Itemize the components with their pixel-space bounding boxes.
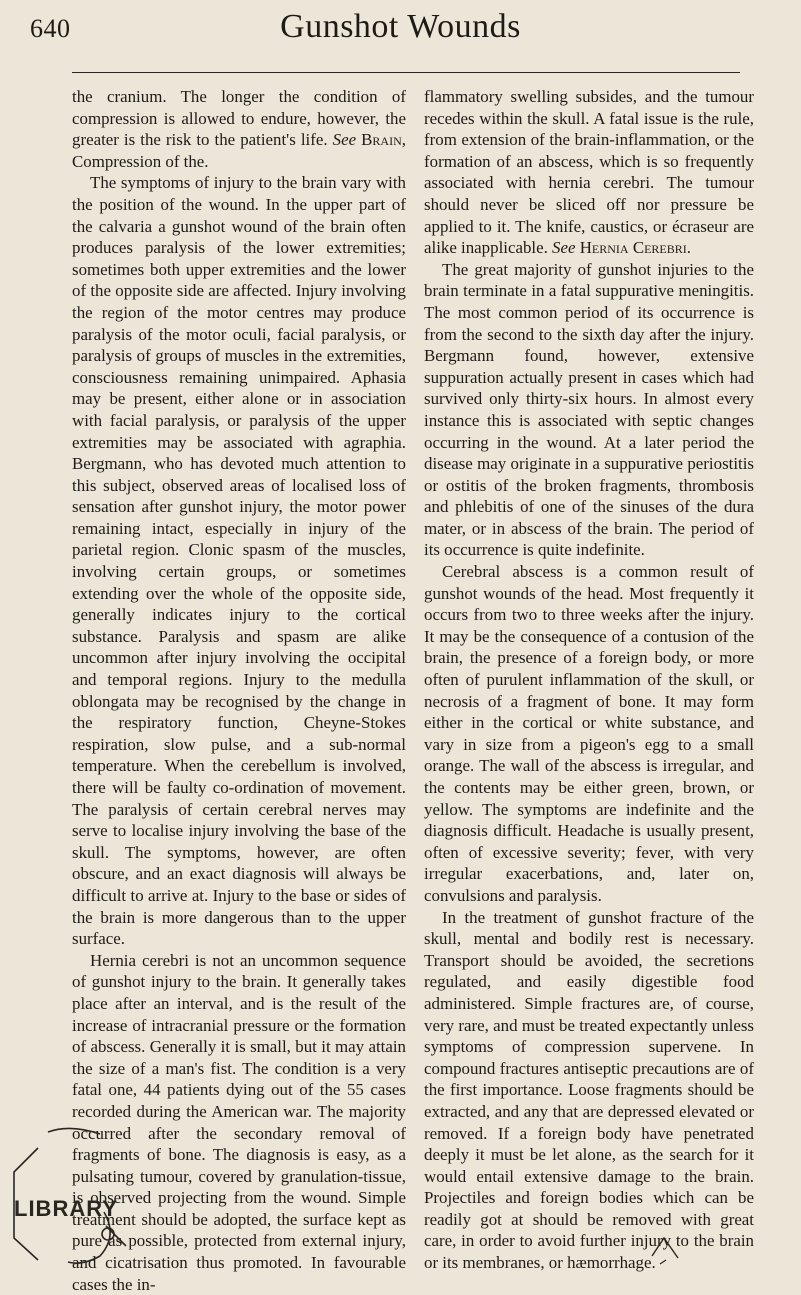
cross-reference: Brain	[361, 130, 402, 150]
ink-mark-icon	[650, 1234, 680, 1268]
paragraph	[424, 86, 754, 259]
paragraph: Hernia cerebri is not an uncommon sequence of gunshot injury to the brain. It generally takes place after an interval, and is the result of the increase of intracranial pressure or the formation of abscess. Generally it is small, but it may attain the size of a man's fist. The condition is a very fatal one, 44 patients dying out of the 55 cases recorded during the American war. The majority occurred after the secondary removal of fragments of bone. The diagnosis is easy, as a pulsating tumour, covered by granulation-tissue, is observed projecting from the wound. Simple treatment should be adopted, the surface kept as pure as possible, protected from external injury, and cicatrisation thus promoted. In favourable cases the in-	[72, 950, 406, 1294]
cross-reference-rest: .	[686, 238, 691, 258]
cross-reference-rest: , Compression of the.	[72, 130, 406, 171]
page-number: 640	[30, 14, 71, 43]
left-column	[72, 86, 406, 1295]
paragraph	[72, 86, 406, 172]
right-column	[424, 86, 754, 1274]
see-reference: See	[552, 238, 576, 258]
cross-reference: Hernia Cerebri	[579, 238, 687, 258]
header-rule	[72, 72, 740, 73]
paragraph: The great majority of gunshot injuries to the brain terminate in a fatal suppurative meningitis. The most common period of its occurrence is from the second to the sixth day after the injury. Bergmann found, however, extensive suppuration actually present in cases which had survived only thirty-six hours. In almost every instance this is associated with septic changes occurring in the wound. At a later period the disease may originate in a suppurative periostitis or ostitis of the broken fragments, thrombosis and phlebitis of one of the sinuses of the dura mater, or in abscess of the brain. The period of its occurrence is quite indefinite.	[424, 259, 754, 560]
paragraph: The symptoms of injury to the brain vary with the position of the wound. In the upper part of the calvaria a gunshot wound of the brain often produces paralysis of the lower extremities; sometimes both upper extremities and the lower of the opposite side are affected. Injury involving the region of the motor centres may produce paralysis of the motor oculi, facial paralysis, or paralysis of groups of muscles in the extremities, consciousness remaining unimpaired. Aphasia may be present, either alone or in association with facial paralysis, or paralysis of the upper extremities may be associated with agraphia. Bergmann, who has devoted much attention to this subject, observed areas of localised loss of sensation after gunshot injury, the motor power remaining intact, especially in injury of the parietal region. Clonic spasm of the muscles, involving certain groups, or sometimes extending over the whole of the opposite side, generally indicates injury to the cortical substance. Paralysis and spasm are alike uncommon after injury involving the occipital and temporal regions. Injury to the medulla oblongata may be recognised by the change in the respiratory function, Cheyne-Stokes respiration, slow pulse, and a sub-normal temperature. When the cerebellum is involved, there will be faulty co-ordination of movement. The paralysis of certain cerebral nerves may serve to localise injury involving the base of the skull. The symptoms, however, are often obscure, and an exact diagnosis will always be difficult to arrive at. Injury to the base or sides of the brain is more dangerous than to the upper surface.	[72, 173, 406, 949]
paragraph: In the treatment of gunshot fracture of the skull, mental and bodily rest is necessary. Transport should be avoided, the secretions regulated, and easily digestible food administered. Simple fractures are, of course, very rare, and must be treated expectantly unless symptoms of compression supervene. In compound fractures antiseptic precautions are of the first importance. Loose fragments should be extracted, and any that are depressed elevated or removed. If a foreign body have penetrated deeply it must be let alone, as the search for it would entail extensive damage to the brain. Projectiles and foreign bodies which can be readily got at should be removed with great care, in order to avoid further injury to the brain or its membranes, or hæmorrhage.	[424, 907, 754, 1273]
see-reference: See	[332, 130, 357, 150]
paragraph: Cerebral abscess is a common result of gunshot wounds of the head. Most frequently it occurs from two to three weeks after the injury. It may be the consequence of a contusion of the brain, the presence of a foreign body, or more often of purulent inflammation of the skull, or necrosis of a fragment of bone. It may form either in the cortical or white substance, and vary in size from a pigeon's egg to a small orange. The wall of the abscess is irregular, and the contents may be either green, brown, or yellow. The symptoms are indefinite and the diagnosis difficult. Headache is usually present, often of excessive severity; fever, with very irregular exacerbations, and, later on, convulsions and paralysis.	[424, 562, 754, 905]
paragraph-text: the cranium. The longer the condition of compression is allowed to endure, however, the greater is the risk to the patient's life.	[72, 87, 406, 150]
page-header	[0, 0, 801, 80]
running-title: Gunshot Wounds	[280, 8, 521, 45]
paragraph-text: flammatory swelling subsides, and the tumour recedes within the skull. A fatal issue is the rule, from extension of the brain-inflammation, or the formation of an abscess, which is so frequently associated with hernia cerebri. The tumour should never be sliced off nor pressure be applied to it. The knife, caustics, or écraseur are alike inapplicable.	[424, 87, 754, 258]
stamp-label: LIBRARY	[14, 1196, 118, 1221]
